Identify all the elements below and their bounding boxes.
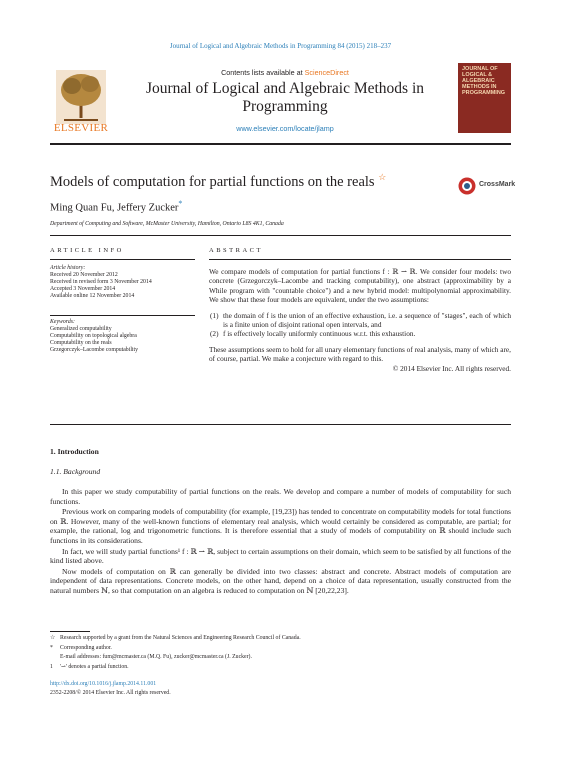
history-item: Accepted 3 November 2014: [50, 286, 116, 293]
paper-title-text: Models of computation for partial functions on the reals: [50, 173, 375, 190]
journal-url[interactable]: www.elsevier.com/locate/jlamp: [236, 124, 334, 133]
assumption-number: (2): [210, 329, 219, 339]
keywords-label: Keywords:: [50, 319, 75, 325]
history-item: Received 20 November 2012: [50, 272, 118, 279]
body-text: [50, 487, 511, 597]
doi-link[interactable]: http://dx.doi.org/10.1016/j.jlamp.2014.11.001: [50, 681, 157, 687]
abstract-rule: [209, 259, 511, 260]
crossmark-badge[interactable]: [458, 177, 518, 195]
assumption-list: [209, 311, 511, 339]
abstract-heading: ABSTRACT: [209, 247, 263, 254]
section-heading-introduction: 1. Introduction: [50, 447, 99, 456]
keyword-item: Computability on the reals: [50, 340, 112, 347]
footnote: [50, 663, 511, 673]
header-rule: [50, 143, 511, 145]
keyword-item: Grzegorczyk–Lacombe computability: [50, 347, 139, 354]
authors: [50, 199, 182, 214]
keyword-item: Computability on topological algebra: [50, 333, 137, 340]
body-paragraph: In this paper we study computability of partial functions on the reals. We develop and compare a number of models of computability for such functions.: [50, 487, 511, 506]
assumption-text: f is effectively locally uniformly continuous w.r.t. this exhaustion.: [223, 329, 416, 339]
abstract-body: [209, 267, 511, 373]
paper-title: [50, 172, 386, 191]
issn-line: 2352-2208/© 2014 Elsevier Inc. All rights reserved.: [50, 690, 171, 696]
journal-cover-text: JOURNAL OF LOGICAL & ALGEBRAIC METHODS IN PROGRAMMING: [462, 66, 506, 96]
footnote-rule: [50, 631, 90, 632]
contents-available: [120, 68, 450, 77]
author-footnote-mark[interactable]: *: [178, 199, 183, 208]
footnote: [50, 644, 511, 654]
abstract-end-rule: [50, 424, 511, 425]
assumption-item: [209, 311, 511, 330]
footnote-text: Corresponding author.: [60, 644, 112, 651]
footnote-text: '⇀' denotes a partial function.: [60, 663, 129, 670]
body-paragraph: Previous work on comparing models of computability (for example, [19,23]) has tended to concentrate on computability models for total functions on ℝ. However, many of the well-known functions of elementary real analysis, which would certainly be considered as computable, are partial; for example, the rational, log and trigonometric functions. It is therefore essential that a study of models of computability on ℝ should include such functions in its considerations.: [50, 507, 511, 545]
assumption-text: the domain of f is the union of an effective exhaustion, i.e. a sequence of "stages", each of which is a finite union of disjoint rational open intervals, and: [223, 310, 511, 330]
affiliation: Department of Computing and Software, McMaster University, Hamilton, Ontario L8S 4K1, Canada: [50, 221, 284, 227]
keywords-rule: [50, 315, 195, 316]
footnote-mark: *: [50, 644, 53, 651]
abstract-paragraph: We compare models of computation for partial functions f : ℝ ⇀ ℝ. We consider four models: two concrete (Grzegorczyk–Lacombe and tracking computability), one abstract (approximability by a While program with "countable choice") and a new hybrid model: multipolynomial approximability. We show that these four models are equivalent, under the two assumptions:: [209, 267, 511, 305]
keyword-item: Generalized computability: [50, 326, 112, 333]
affiliation-rule: [50, 235, 511, 236]
footnote: [50, 653, 511, 663]
elsevier-wordmark: ELSEVIER: [53, 122, 109, 134]
body-paragraph: In fact, we will study partial functions¹ f : ℝ ⇀ ℝ, subject to certain assumptions on their domain, which seem to be satisfied by all functions of the kind listed above.: [50, 546, 511, 566]
assumption-number: (1): [210, 310, 219, 320]
journal-reference[interactable]: Journal of Logical and Algebraic Methods in Programming 84 (2015) 218–237: [169, 42, 392, 50]
history-label: Article history:: [50, 265, 86, 271]
article-info-rule: [50, 259, 195, 260]
history-item: Received in revised form 3 November 2014: [50, 279, 152, 286]
abstract-paragraph: These assumptions seem to hold for all unary elementary functions of real analysis, many of which are, of course, partial. We make a conjecture with regard to this.: [209, 344, 511, 364]
crossmark-icon: [458, 177, 476, 195]
subsection-heading-background: 1.1. Background: [50, 467, 101, 476]
contents-prefix: Contents lists available at: [221, 68, 305, 77]
history-item: Available online 12 November 2014: [50, 293, 135, 300]
assumption-item: [209, 329, 511, 338]
title-footnote-mark[interactable]: ☆: [378, 172, 387, 182]
footnote: [50, 634, 511, 644]
author-names: Ming Quan Fu, Jeffery Zucker: [50, 202, 179, 214]
journal-title: Journal of Logical and Algebraic Methods in Programming: [145, 80, 425, 115]
article-history: [50, 265, 200, 300]
crossmark-label: CrossMark: [479, 181, 516, 188]
article-info-heading: ARTICLE INFO: [50, 247, 124, 254]
sciencedirect-link[interactable]: ScienceDirect: [304, 68, 349, 77]
keywords: [50, 319, 200, 354]
footnote-mark: ☆: [50, 635, 56, 641]
body-paragraph: Now models of computation on ℝ can generally be divided into two classes: abstract and concrete. Abstract models of computation are independent of data representations. Concrete models, on the other hand, depend on a choice of data representation, usually constructed from the natural numbers ℕ, so that computation on an algebra is reduced to computation on ℕ [20,22,23].: [50, 566, 511, 595]
footnote-text: Research supported by a grant from the Natural Sciences and Engineering Research Council of Canada.: [60, 635, 301, 641]
footnote-mark: 1: [50, 663, 53, 670]
footnotes: [50, 634, 511, 672]
doi-block: [50, 680, 171, 698]
copyright: © 2014 Elsevier Inc. All rights reserved.: [392, 363, 511, 373]
footnote-text: E-mail addresses: fum@mcmaster.ca (M.Q. Fu), zucker@mcmaster.ca (J. Zucker).: [60, 654, 252, 661]
